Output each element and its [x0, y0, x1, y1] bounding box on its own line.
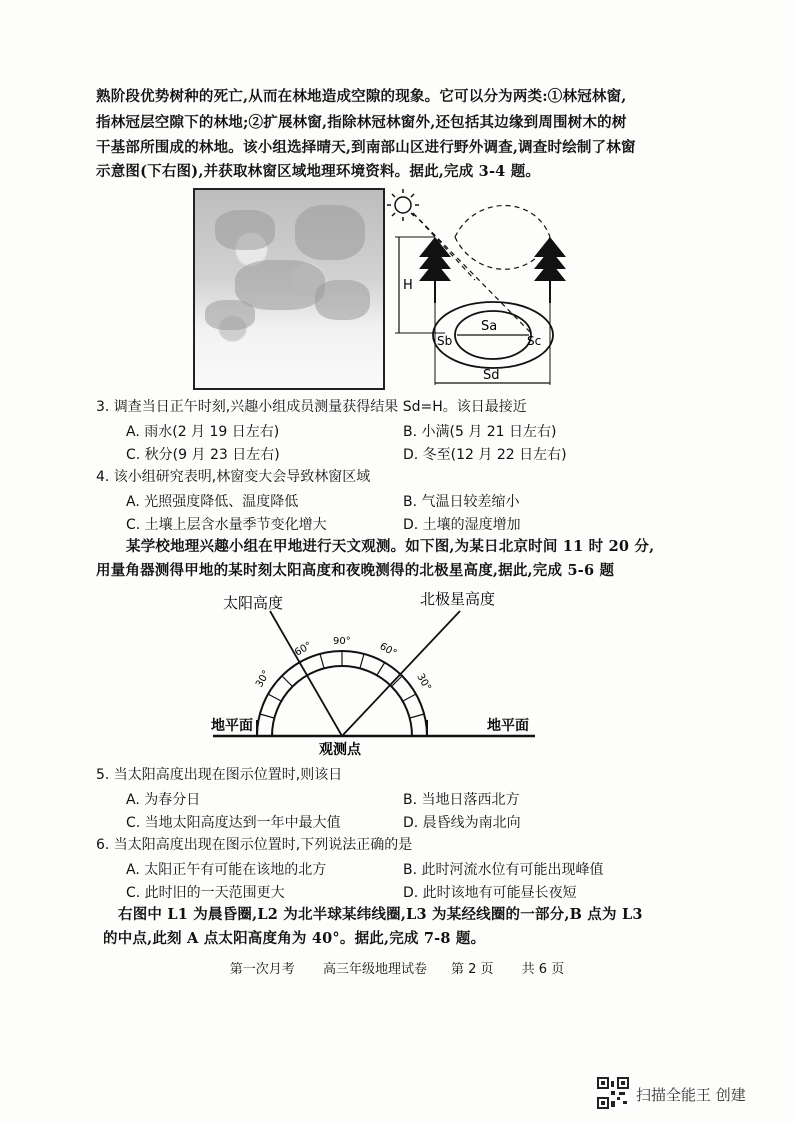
scanner-watermark: 扫描全能王 创建 [636, 1086, 746, 1104]
intro-line-4: 示意图(下右图),并获取林窗区域地理环境资料。据此,完成 3-4 题。 [96, 163, 541, 180]
right-tree-icon [534, 237, 566, 303]
intro-line-1: 熟阶段优势树种的死亡,从而在林地造成空隙的现象。它可以分为两类:①林冠林窗, [96, 88, 627, 105]
q4-option-a[interactable]: A. 光照强度降低、温度降低 [126, 494, 299, 510]
qr-code-icon [597, 1077, 629, 1109]
footer-subject: 高三年级地理试卷 [322, 962, 427, 977]
intro3-line-2: 的中点,此刻 A 点太阳高度角为 40°。据此,完成 7-8 题。 [103, 930, 486, 947]
sun-icon [387, 189, 419, 221]
tick-label-30-right: 30° [414, 672, 433, 693]
footer-page: 第 2 页 [450, 962, 494, 977]
footer-total: 共 6 页 [521, 962, 565, 977]
horizon-right-label: 地平面 [487, 718, 529, 734]
page-footer [0, 958, 794, 977]
label-Sd: Sd [483, 368, 500, 383]
q5-option-c[interactable]: C. 当地太阳高度达到一年中最大值 [126, 815, 341, 831]
label-Sa: Sa [481, 319, 498, 334]
horizon-left-label: 地平面 [211, 718, 253, 734]
q5-stem: 5. 当太阳高度出现在图示位置时,则该日 [96, 767, 343, 783]
q3-stem: 3. 调查当日正午时刻,兴趣小组成员测量获得结果 Sd=H。该日最接近 [96, 399, 527, 415]
intro-line-3: 干基部所围成的林地。该小组选择晴天,到南部山区进行野外调查,调查时绘制了林窗 [96, 139, 636, 156]
q6-option-c[interactable]: C. 此时旧的一天范围更大 [126, 885, 285, 901]
tick-label-60-left: 60° [293, 640, 314, 659]
q5-option-d[interactable]: D. 晨昏线为南北向 [403, 815, 521, 831]
intro2-line-2: 用量角器测得甲地的某时刻太阳高度和夜晚测得的北极星高度,据此,完成 5-6 题 [96, 562, 615, 579]
sun-altitude-label: 太阳高度 [223, 594, 284, 612]
tick-label-90: 90° [333, 636, 351, 647]
q4-option-b[interactable]: B. 气温日较差缩小 [403, 494, 520, 510]
q3-option-d[interactable]: D. 冬至(12 月 22 日左右) [403, 447, 567, 463]
q5-option-b[interactable]: B. 当地日落西北方 [403, 792, 520, 808]
tick-label-60-right: 60° [377, 641, 399, 660]
q3-option-c[interactable]: C. 秋分(9 月 23 日左右) [126, 447, 280, 463]
protractor-diagram [205, 586, 545, 762]
intro-line-2: 指林冠层空隙下的林地;②扩展林窗,指除林冠林窗外,还包括其边缘到周围树木的树 [96, 114, 627, 131]
polaris-altitude-label: 北极星高度 [420, 590, 496, 608]
footer-exam: 第一次月考 [229, 962, 295, 977]
q4-option-d[interactable]: D. 土壤的湿度增加 [403, 517, 521, 533]
label-Sc: Sc [527, 334, 542, 348]
tick-label-30-left: 30° [254, 668, 273, 690]
label-H: H [403, 278, 413, 293]
q4-stem: 4. 该小组研究表明,林窗变大会导致林窗区域 [96, 469, 371, 485]
q6-stem: 6. 当太阳高度出现在图示位置时,下列说法正确的是 [96, 837, 413, 853]
intro3-line-1: 右图中 L1 为晨昏圈,L2 为北半球某纬线圈,L3 为某经线圈的一部分,B 点为 L3 [118, 906, 643, 923]
q3-option-a[interactable]: A. 雨水(2 月 19 日左右) [126, 424, 280, 440]
intro2-line-1: 某学校地理兴趣小组在甲地进行天文观测。如下图,为某日北京时间 11 时 20 分, [126, 538, 655, 555]
q6-option-b[interactable]: B. 此时河流水位有可能出现峰值 [403, 862, 604, 878]
forest-gap-diagram [385, 185, 585, 395]
q4-option-c[interactable]: C. 土壤上层含水量季节变化增大 [126, 517, 327, 533]
q6-option-d[interactable]: D. 此时该地有可能昼长夜短 [403, 885, 577, 901]
forest-gap-photo [193, 188, 385, 390]
q5-option-a[interactable]: A. 为春分日 [126, 792, 201, 808]
label-Sb: Sb [437, 334, 453, 348]
q6-option-a[interactable]: A. 太阳正午有可能在该地的北方 [126, 862, 327, 878]
observer-label: 观测点 [319, 742, 361, 758]
q3-option-b[interactable]: B. 小满(5 月 21 日左右) [403, 424, 557, 440]
